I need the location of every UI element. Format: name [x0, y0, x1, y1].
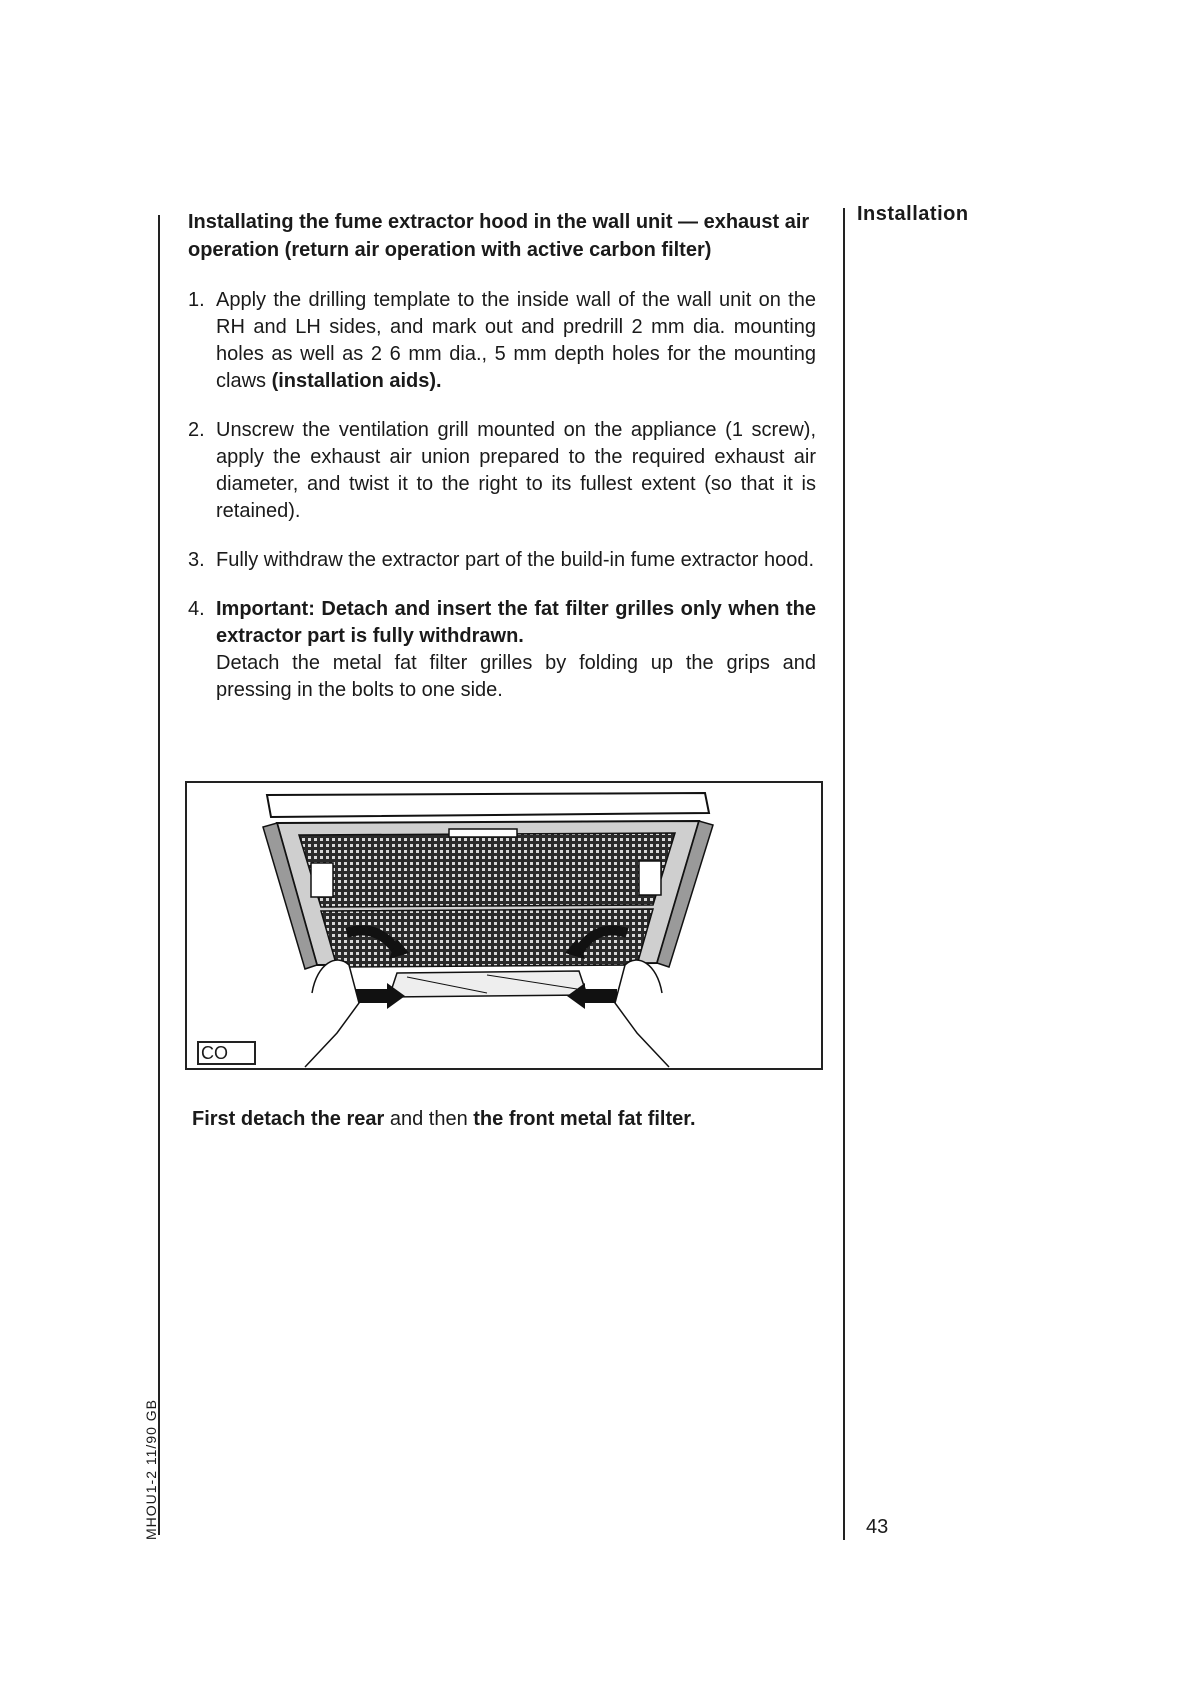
step-bold-text: (installation aids).: [271, 370, 442, 392]
step-bold-text: Important: Detach and insert the fat filter grilles only when the extractor part is fully withdrawn.: [216, 598, 816, 647]
front-filter: [321, 909, 653, 967]
page-heading: Installating the fume extractor hood in the wall unit — exhaust air operation (return air operation with active carbon filter): [188, 211, 810, 261]
step-number: 4.: [188, 598, 205, 620]
figure-label: CO: [197, 1041, 256, 1065]
step-3: [188, 547, 816, 574]
right-margin-rule: [843, 208, 845, 1540]
step-1: [188, 287, 816, 395]
page-number: 43: [866, 1516, 889, 1538]
left-margin-rule: [158, 215, 160, 1535]
right-hand: [615, 960, 669, 1067]
step-text: Unscrew the ventilation grill mounted on the appliance (1 screw), apply the exhaust air union prepared to the required exhaust air diameter, and twist it to the right to its fullest extent (so that it is retained).: [216, 419, 816, 522]
step-2: [188, 417, 816, 525]
hood-top-frame: [267, 793, 709, 817]
step-text: Fully withdraw the extractor part of the build-in fume extractor hood.: [216, 549, 815, 571]
hood-drawing: [187, 783, 821, 1068]
step-number: 3.: [188, 549, 205, 571]
step-text: Apply the drilling template to the inside wall of the wall unit on the RH and LH sides, and mark out and predrill 2 mm dia. mounting holes as well as 2 6 mm dia., 5 mm depth holes for the mounting claws: [216, 289, 816, 392]
hood-illustration: [185, 781, 823, 1070]
rear-filter: [299, 833, 675, 907]
left-hand: [305, 960, 359, 1067]
section-title: Installation: [857, 203, 969, 225]
step-number: 2.: [188, 419, 205, 441]
document-code: MHOU1-2 11/90 GB: [143, 1398, 159, 1540]
instruction-steps: [188, 287, 816, 704]
step-4: [188, 596, 816, 704]
step-number: 1.: [188, 289, 205, 311]
figure-caption: First detach the rear and then the front metal fat filter.: [192, 1108, 696, 1130]
step-text: Detach the metal fat filter grilles by folding up the grips and pressing in the bolts to one side.: [216, 652, 816, 701]
